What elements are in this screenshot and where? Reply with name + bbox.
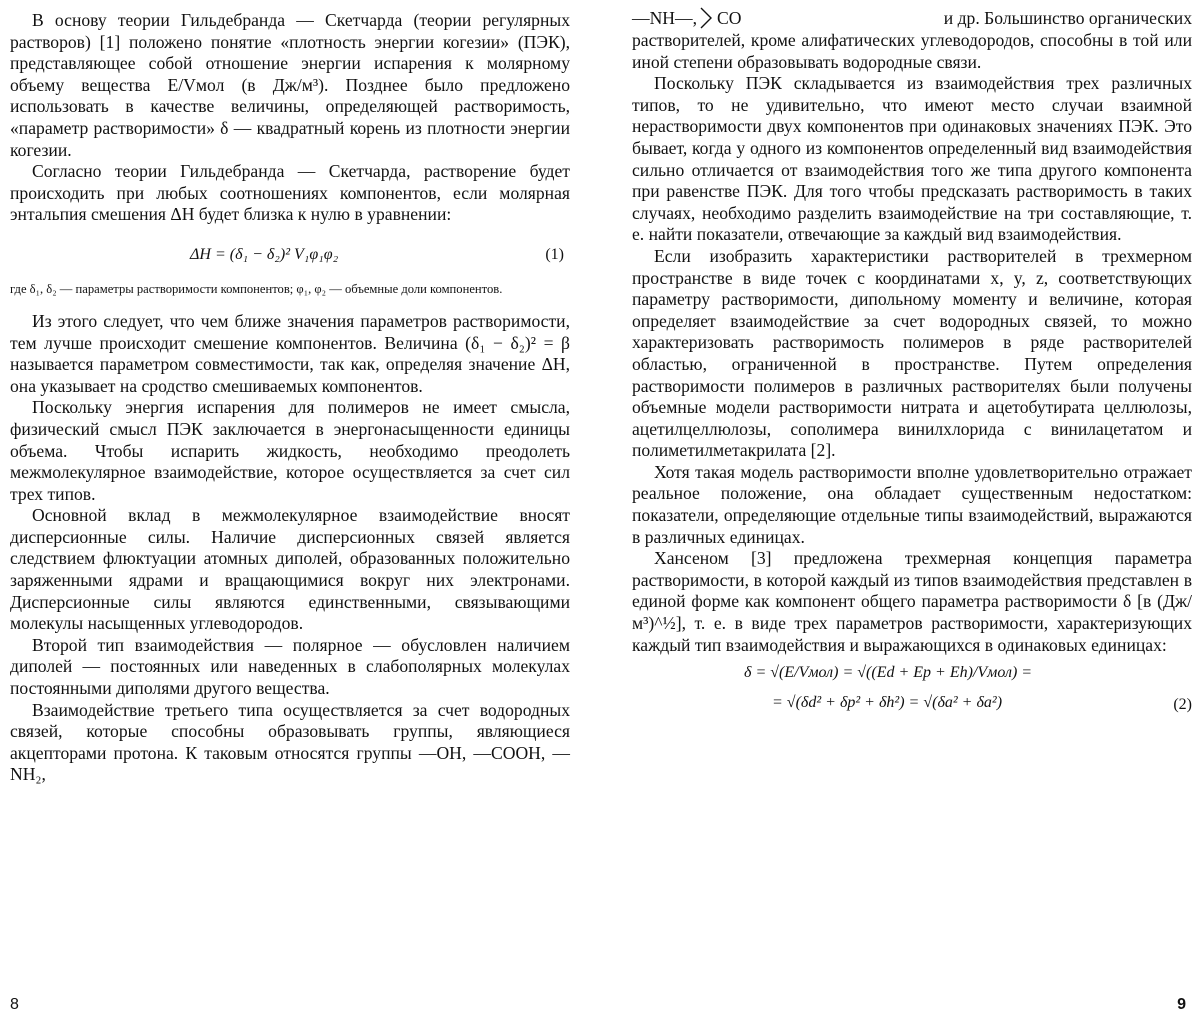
paragraph-5: Основной вклад в межмолекулярное взаимодействие вносят дисперсионные силы. Наличие дисперсионных связей является следствием флюктуации атомных диполей, образованных положительно заряженными ядрами и вращающимися вокруг них электронами. Дисперсионные силы являются единственными, связывающими молекулы насыщенных углеводородов.	[10, 505, 570, 634]
formula-2	[632, 664, 1192, 726]
paragraph-4: Поскольку энергия испарения для полимеров не имеет смысла, физический смысл ПЭК заключается в энергонасыщенности единицы объема. Чтобы испарить жидкость, необходимо преодолеть межмолекулярное взаимодействие, которое осуществляется за счет сил трех типов.	[10, 397, 570, 504]
paragraph-r0: растворителей, кроме алифатических углеводородов, способны в той или иной степени образовывать водородные связи.	[632, 30, 1192, 72]
paragraph-7: Взаимодействие третьего типа осуществляется за счет водородных связей, которые способны образовывать группы, являющиеся акцепторами протона. К таковым относятся группы —OH, —COOH, —NH₂,	[10, 699, 570, 785]
paragraph-3: Из этого следует, что чем ближе значения параметров растворимости, тем лучше происходит смешение компонентов. Величина (δ₁ − δ₂)² = β называется параметром совместимости, так как, определяя значение ΔH, она указывает на сродство смешиваемых компонентов.	[10, 310, 570, 396]
formula-2-line-1: δ = √(E/Vмол) = √((Ed + Ep + Eh)/Vмол) =	[744, 664, 1033, 682]
paragraph-6: Второй тип взаимодействия — полярное — обусловлен наличием диполей — постоянных или наведенных в слабополярных молекулах постоянными диполями другого вещества.	[10, 634, 570, 699]
formula-1-expression: ΔH = (δ₁ − δ₂)² V₁φ₁φ₂	[190, 245, 339, 263]
first-line	[632, 6, 1192, 30]
right-page	[632, 0, 1192, 1020]
formula-note: где δ₁, δ₂ — параметры растворимости компонентов; φ₁, φ₂ — объемные доли компонентов.	[10, 281, 503, 296]
nh-group: —NH—,	[632, 7, 697, 28]
paragraph-r1: Поскольку ПЭК складывается из взаимодействия трех различных типов, то не удивительно, что имеют место случаи взаимной нерастворимости двух компонентов при одинаковых значениях ПЭК. Это бывает, когда у одного из компонентов определенный вид взаимодействия сильно отличается от взаимодействия того же типа другого компонента при равенстве ПЭК. Для того чтобы предсказать растворимость в таких случаях, необходимо разделить взаимодействие на три составляющие, т. е. найти показатели, отвечающие за каждый вид взаимодействия.	[632, 73, 1192, 245]
formula-1	[10, 240, 570, 274]
paragraph-r3: Хотя такая модель растворимости вполне удовлетворительно отражает реальное положение, она обладает существенным недостатком: показатели, определяющие отдельные типы взаимодействий, выражаются в различных единицах.	[632, 461, 1192, 547]
page-number-right: 9	[1177, 996, 1186, 1013]
paragraph-2: Согласно теории Гильдебранда — Скетчарда, растворение будет происходить при любых соотношениях компонентов, если молярная энтальпия смешения ΔH будет близка к нулю в уравнении:	[10, 161, 570, 225]
co-group: CO	[717, 7, 742, 28]
paragraph-r4: Хансеном [3] предложена трехмерная концепция параметра растворимости, в которой каждый из типов взаимодействия представлен в единой форме как компонент общего параметра растворимости δ [в (Дж/м³)^½], т. е. в виде трех параметров растворимости, характеризующих каждый тип взаимодействия и выражающихся в одинаковых единицах:	[632, 548, 1192, 655]
page-number-left: 8	[10, 996, 19, 1013]
formula-2-number: (2)	[1173, 696, 1192, 714]
left-page	[10, 0, 570, 1020]
formula-1-number: (1)	[545, 245, 564, 263]
paragraph-r2: Если изобразить характеристики растворителей в трехмерном пространстве в виде точек с координатами x, y, z, соответствующих параметру растворимости, дипольному моменту и величине, которая определяет взаимодействие за счет водородных связей, то можно характеризовать растворимость полимеров в ряде растворителей областью, ограниченной в пространстве. Путем определения растворимости полимеров в различных растворителях были получены объемные модели растворимости нитрата и ацетобутирата целлюлозы, ацетилцеллюлозы, сополимера винилхлорида с винилацетатом и полиметилметакрилата [2].	[632, 245, 1192, 461]
carbonyl-bond-icon	[699, 7, 715, 29]
formula-2-line-2: = √(δd² + δp² + δh²) = √(δa² + δa²)	[772, 694, 1003, 712]
paragraph-1: В основу теории Гильдебранда — Скетчарда (теории регулярных растворов) [1] положено понятие «плотность энергии когезии» (ПЭК), представляющее собой отношение энергии испарения к молярному объему вещества E/Vмол (в Дж/м³). Позднее было предложено использовать в качестве величины, определяющей растворимость, «параметр растворимости» δ — квадратный корень из плотности энергии когезии.	[10, 10, 570, 160]
first-line-end: и др. Большинство органических	[943, 7, 1192, 28]
